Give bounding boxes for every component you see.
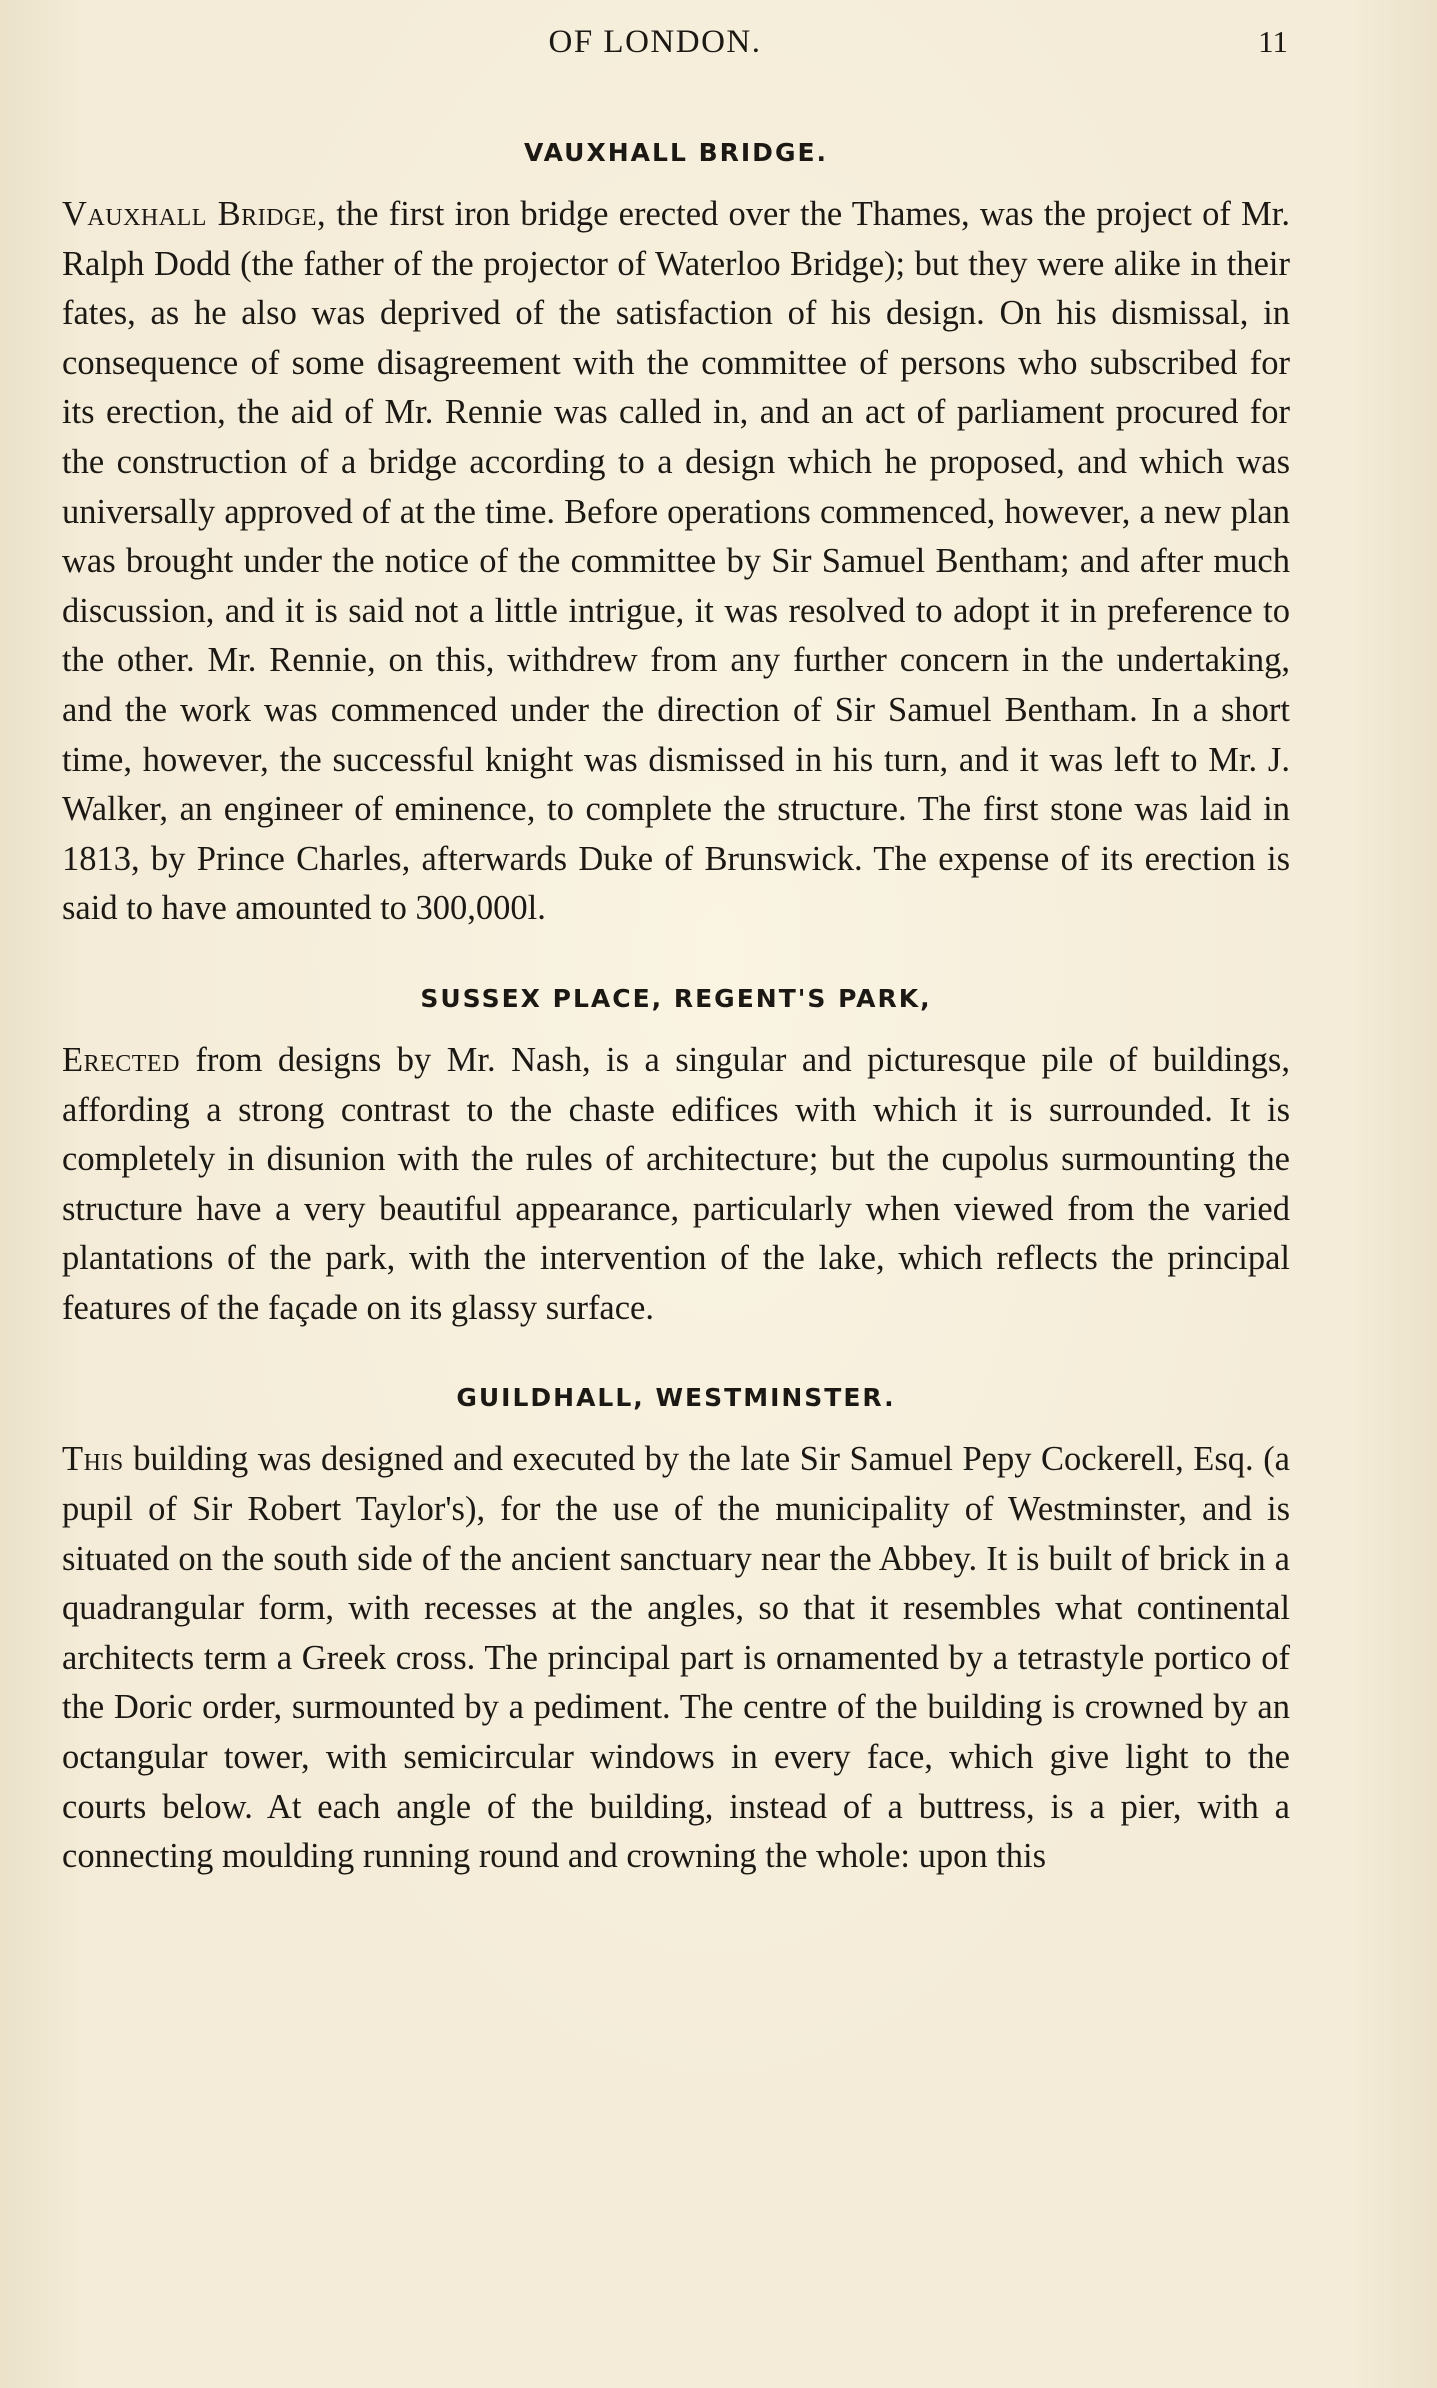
section-paragraph	[62, 1036, 1290, 1334]
page-body	[62, 136, 1290, 1882]
paragraph-lead-words: This	[62, 1440, 124, 1479]
section-guildhall-westminster	[62, 1381, 1290, 1881]
section-paragraph	[62, 190, 1290, 934]
paragraph-text: the first iron bridge erected over the Thames, was the project of Mr. Ralph Dodd (the father of the projector of Waterloo Bridge); but they were alike in their fates, as he also was deprived of the satisfaction of his design. On his dismissal, in consequence of some disagreement with the committee of persons who subscribed for its erection, the aid of Mr. Rennie was called in, and an act of parliament procured for the construction of a bridge according to a design which he proposed, and which was universally approved of at the time. Before operations commenced, however, a new plan was brought under the notice of the committee by Sir Samuel Bentham; and after much discussion, and it is said not a little intrigue, it was resolved to adopt it in preference to the other. Mr. Rennie, on this, withdrew from any further concern in the undertaking, and the work was commenced under the direction of Sir Samuel Bentham. In a short time, however, the successful knight was dismissed in his turn, and it was left to Mr. J. Walker, an engineer of eminence, to complete the structure. The first stone was laid in 1813, by Prince Charles, afterwards Duke of Brunswick. The expense of its erection is said to have amounted to 300,000l.	[62, 195, 1290, 928]
running-title: OF LONDON.	[548, 24, 762, 60]
paragraph-text: from designs by Mr. Nash, is a singular and picturesque pile of buildings, affording a strong contrast to the chaste edifices with which it is surrounded. It is completely in disunion with the rules of architecture; but the cupolus surmounting the structure have a very beautiful appearance, particularly when viewed from the varied plantations of the park, with the intervention of the lake, which reflects the principal features of the façade on its glassy surface.	[62, 1040, 1290, 1327]
running-head	[0, 24, 1437, 68]
section-spacer	[62, 1333, 1290, 1381]
section-heading: SUSSEX PLACE, REGENT'S PARK,	[420, 983, 932, 1013]
paragraph-lead-words: Erected	[62, 1040, 180, 1079]
section-paragraph	[62, 1435, 1290, 1881]
section-vauxhall-bridge	[62, 136, 1290, 934]
section-sussex-place	[62, 982, 1290, 1334]
section-spacer	[62, 934, 1290, 982]
section-heading: GUILDHALL, WESTMINSTER.	[456, 1383, 896, 1413]
paragraph-lead-words: Vauxhall Bridge,	[62, 195, 327, 233]
section-heading: VAUXHALL BRIDGE.	[523, 138, 829, 167]
paragraph-text: building was designed and executed by the late Sir Samuel Pepy Cockerell, Esq. (a pupil of Sir Robert Taylor's), for the use of the municipality of Westminster, and is situated on the south side of the ancient sanctuary near the Abbey. It is built of brick in a quadrangular form, with recesses at the angles, so that it resembles what continental architects term a Greek cross. The principal part is ornamented by a tetrastyle portico of the Doric order, surmounted by a pediment. The centre of the building is crowned by an octangular tower, with semicircular windows in every face, which give light to the courts below. At each angle of the building, instead of a buttress, is a pier, with a connecting moulding running round and crowning the whole: upon this	[62, 1440, 1290, 1876]
page-number: 11	[1258, 24, 1288, 59]
